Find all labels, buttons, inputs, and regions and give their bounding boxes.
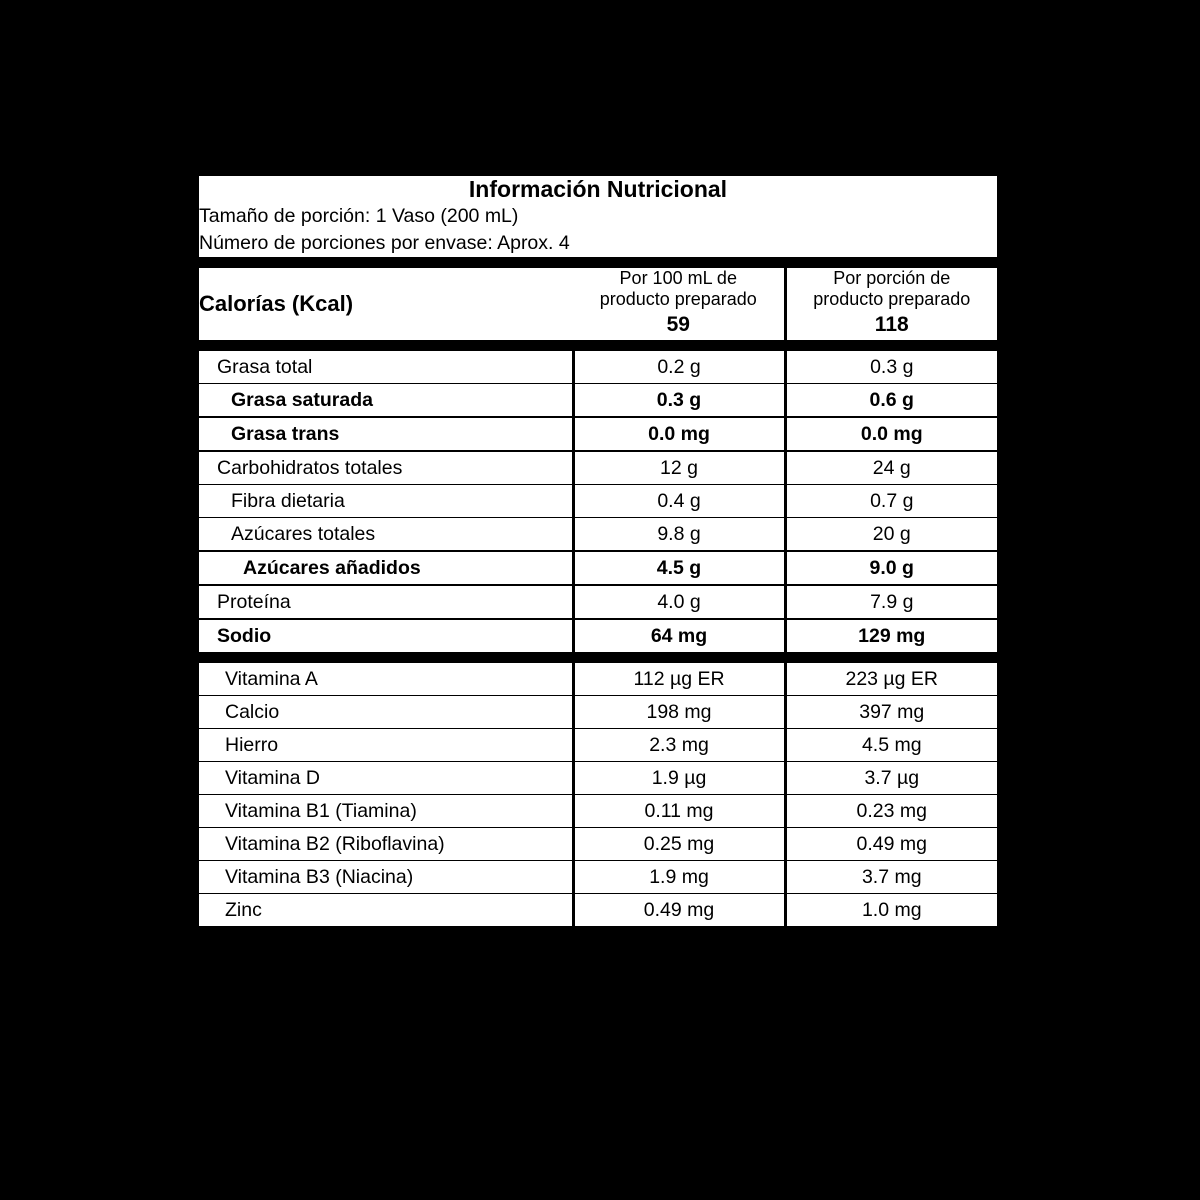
section-divider-micros: [199, 652, 997, 663]
nutrient-value-per-serving: 0.3 g: [785, 351, 997, 384]
servings-per-container-text: Número de porciones por envase: Aprox. 4: [199, 231, 570, 254]
micronutrient-name: Vitamina B2 (Riboflavina): [199, 828, 573, 861]
micronutrient-value-per-serving: 0.49 mg: [785, 828, 997, 861]
calories-header-row: [199, 268, 997, 310]
micronutrient-value-per-100ml: 0.49 mg: [573, 894, 785, 927]
serving-size-text: Tamaño de porción: 1 Vaso (200 mL): [199, 205, 519, 227]
table-row: [199, 417, 997, 451]
panel-title: Información Nutricional: [468, 176, 728, 202]
micronutrient-name: Zinc: [199, 894, 573, 927]
micronutrient-value-per-serving: 0.23 mg: [785, 795, 997, 828]
nutrient-name: Proteína: [199, 585, 573, 619]
micronutrient-value-per-100ml: 0.25 mg: [573, 828, 785, 861]
divider-bar: [199, 652, 997, 663]
micronutrient-value-per-serving: 4.5 mg: [785, 729, 997, 762]
micronutrient-value-per-serving: 1.0 mg: [861, 898, 922, 921]
nutrient-value-per-serving: 0.6 g: [785, 384, 997, 418]
micronutrient-name: Vitamina B3 (Niacina): [199, 861, 573, 894]
micronutrient-value-per-100ml: 198 mg: [573, 696, 785, 729]
nutrient-value-per-100ml: 0.2 g: [573, 351, 785, 384]
micronutrient-name: Vitamina D: [199, 762, 573, 795]
nutrient-value-per-100ml: 0.0 mg: [573, 417, 785, 451]
micronutrient-value-per-100ml: 1.9 µg: [573, 762, 785, 795]
table-row: [199, 861, 997, 894]
nutrient-value-per-serving: 9.0 g: [785, 551, 997, 585]
micronutrient-value-per-100ml: 112 µg ER: [573, 663, 785, 696]
table-body: [199, 176, 997, 926]
micronutrient-value-per-100ml: 0.11 mg: [573, 795, 785, 828]
table-row: [199, 619, 997, 652]
column-header-per-100ml-line2: producto preparado: [599, 289, 757, 310]
nutrient-name: Grasa saturada: [199, 384, 573, 418]
nutrient-value-per-serving: 20 g: [785, 518, 997, 552]
nutrient-value-per-100ml: 4.5 g: [573, 551, 785, 585]
micronutrient-name: Hierro: [199, 729, 573, 762]
column-header-per-serving: [785, 268, 997, 310]
nutrient-value-per-serving: 7.9 g: [785, 585, 997, 619]
table-row: [199, 696, 997, 729]
nutrient-value-per-serving: 129 mg: [858, 624, 926, 647]
divider-bar: [199, 340, 997, 351]
table-row: [199, 729, 997, 762]
table-row: [199, 585, 997, 619]
micronutrient-value-per-serving: 397 mg: [785, 696, 997, 729]
table-row: [199, 551, 997, 585]
column-header-per-serving-line2: producto preparado: [813, 289, 971, 310]
nutrition-facts-panel: [195, 172, 1001, 930]
micronutrient-name: Vitamina A: [199, 663, 573, 696]
nutrient-name: Grasa total: [199, 351, 573, 384]
nutrient-value-per-100ml: 12 g: [573, 451, 785, 485]
divider-bar: [199, 257, 997, 268]
section-divider-top: [199, 257, 997, 268]
nutrient-value-per-100ml: 0.3 g: [573, 384, 785, 418]
table-row: [199, 518, 997, 552]
table-row: [199, 351, 997, 384]
table-row: [199, 795, 997, 828]
calories-label: Calorías (Kcal): [199, 291, 354, 317]
table-row: [199, 762, 997, 795]
table-row: [199, 894, 997, 927]
table-row: [199, 384, 997, 418]
nutrient-name: Sodio: [199, 619, 573, 652]
title-row: [199, 176, 997, 203]
column-header-per-serving-line1: Por porción de: [833, 267, 951, 288]
section-divider-macros: [199, 340, 997, 351]
nutrition-facts-table: [199, 176, 997, 926]
nutrient-name: Carbohidratos totales: [199, 451, 573, 485]
nutrient-name: Azúcares añadidos: [199, 551, 573, 585]
micronutrient-value-per-100ml: 2.3 mg: [573, 729, 785, 762]
nutrient-value-per-100ml: 64 mg: [573, 619, 785, 652]
table-row: [199, 828, 997, 861]
column-header-per-100ml-line1: Por 100 mL de: [619, 267, 737, 288]
nutrient-name: Azúcares totales: [199, 518, 573, 552]
calories-value-per-100ml: 59: [573, 310, 785, 340]
table-row: [199, 485, 997, 518]
nutrient-value-per-100ml: 4.0 g: [573, 585, 785, 619]
nutrient-value-per-serving: 24 g: [785, 451, 997, 485]
serving-info-row: [199, 203, 997, 257]
table-row: [199, 451, 997, 485]
micronutrient-value-per-serving: 3.7 mg: [785, 861, 997, 894]
nutrient-value-per-100ml: 0.4 g: [573, 485, 785, 518]
nutrient-value-per-serving: 0.0 mg: [785, 417, 997, 451]
micronutrient-value-per-serving: 223 µg ER: [785, 663, 997, 696]
nutrient-value-per-100ml: 9.8 g: [573, 518, 785, 552]
micronutrient-value-per-serving: 3.7 µg: [785, 762, 997, 795]
nutrient-name: Grasa trans: [199, 417, 573, 451]
column-header-per-100ml: [573, 268, 785, 310]
nutrient-value-per-serving: 0.7 g: [785, 485, 997, 518]
calories-value-per-serving: 118: [874, 313, 909, 337]
nutrient-name: Fibra dietaria: [199, 485, 573, 518]
table-row: [199, 663, 997, 696]
serving-info: [199, 203, 997, 257]
micronutrient-value-per-100ml: 1.9 mg: [573, 861, 785, 894]
micronutrient-name: Calcio: [199, 696, 573, 729]
micronutrient-name: Vitamina B1 (Tiamina): [199, 795, 573, 828]
